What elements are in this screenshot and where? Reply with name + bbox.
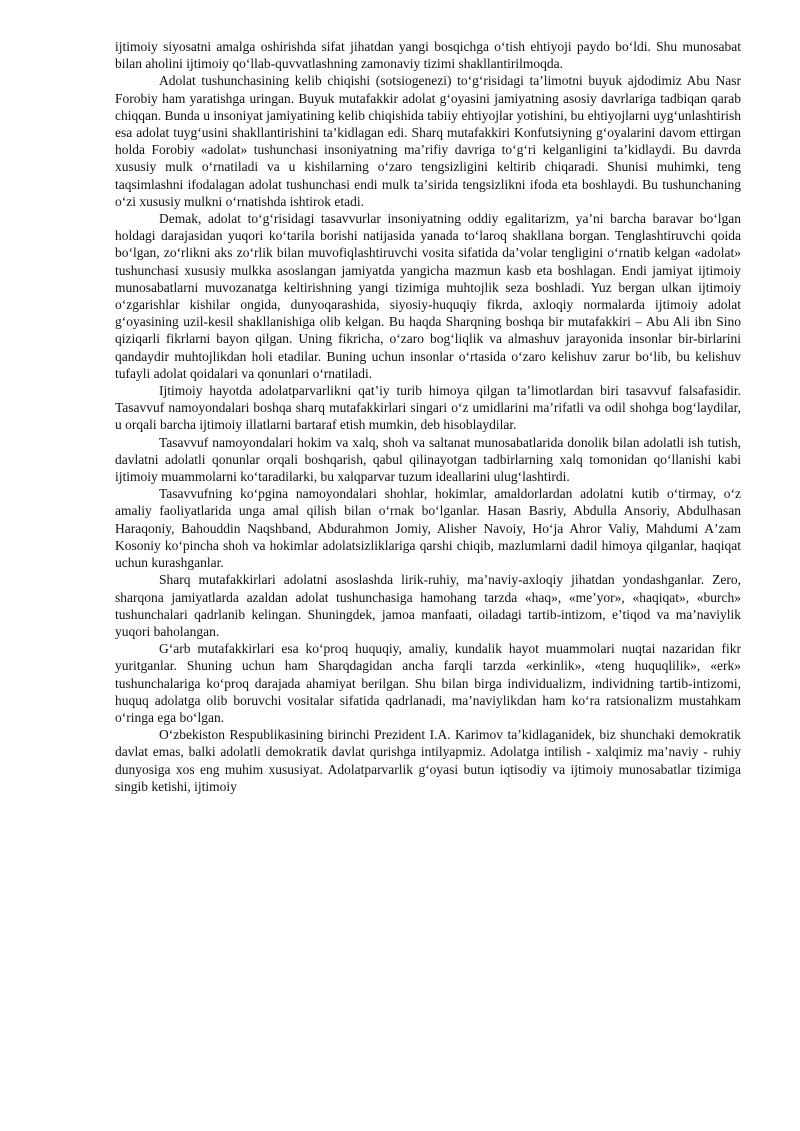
paragraph-1: ijtimoiy siyosatni amalga oshirishda sifat jihatdan yangi bosqichga oʻtish ehtiyoji paydo boʻldi. Shu munosabat bilan aholini ijtimoiy qoʻllab-quvvatlashning zamonaviy tizimi shakllantirilmoqda. xyxy=(115,39,741,72)
paragraph-9: Oʻzbekiston Respublikasining birinchi Prezident I.A. Karimov taʼkidlaganidek, biz shunchaki demokratik davlat emas, balki adolatli demokratik davlat qurishga intilyapmiz. Adolatga intilish - xalqimiz maʼnaviy - ruhiy dunyosiga xos eng muhim xususiyat. Adolatparvarlik gʻoyasi butun iqtisodiy va ijtimoiy munosabatlar tizimiga singib ketishi, ijtimoiy xyxy=(115,727,741,794)
paragraph-7: Sharq mutafakkirlari adolatni asoslashda lirik-ruhiy, maʼnaviy-axloqiy jihatdan yondashganlar. Zero, sharqona jamiyatlarda azaldan adolat tushunchasiga hamohang tarzda «haq», «meʼyor», «haqiqat», «burch» tushunchalari qadrlanib kelingan. Shuningdek, jamoa manfaati, oiladagi tartib-intizom, eʼtiqod va maʼnaviylik yuqori baholangan. xyxy=(115,572,741,639)
paragraph-8: Gʻarb mutafakkirlari esa koʻproq huquqiy, amaliy, kundalik hayot muammolari nuqtai nazaridan fikr yuritganlar. Shuning uchun ham Sharqdagidan ancha farqli tarzda «erkinlik», «teng huquqlilik», «erk» tushunchalariga koʻproq darajada ahamiyat berilgan. Shu bilan birga individualizm, individning tartib-intizomi, huquq adolatga olib boruvchi vositalar sifatida qadrlanadi, maʼnaviylikdan ham koʻra ratsionalizm mustahkam oʻringa ega boʻlgan. xyxy=(115,641,741,725)
paragraph-4: Ijtimoiy hayotda adolatparvarlikni qatʼiy turib himoya qilgan taʼlimotlardan biri tasavvuf falsafasidir. Tasavvuf namoyondalari boshqa sharq mutafakkirlari singari oʻz umidlarini maʼrifatli va odil shohga bogʻlaydilar, u orqali barcha ijtimoiy illatlarni bartaraf etish mumkin, deb hisoblaydilar. xyxy=(115,383,741,433)
paragraph-5: Tasavvuf namoyondalari hokim va xalq, shoh va saltanat munosabatlarida donolik bilan adolatli ish tutish, davlatni adolatli qonunlar orqali boshqarish, qabul qilinayotgan tadbirlarning xalq tomonidan qoʻllanishi kabi ijtimoiy muammolarni koʻtaradilarki, bu xalqparvar tuzum ideallarini ulugʻlashtirdi. xyxy=(115,434,741,485)
paragraph-3: Demak, adolat toʻgʻrisidagi tasavvurlar insoniyatning oddiy egalitarizm, yaʼni barcha baravar boʻlgan holdagi darajasidan yuqori koʻtarila borishi natijasida yanada toʻlaroq shakllana borgan. Tenglashtiruvchi qoida boʻlgan, zoʻrlikni aks zoʻrlik bilan muvofiqlashtiruvchi vosita sifatida daʼvolar tengligini oʻrnatib kelgan «adolat» tushunchasi xususiy mulkka asoslangan jamiyatda yangicha mazmun kasb eta boshlagan. Endi jamiyat ijtimoiy munosabatlarni muvozanatga keltirishning yangi tizimiga muhtojlik seza boshladi. Yuz bergan ulkan ijtimoiy oʻzgarishlar kishilar ongida, dunyoqarashida, siyosiy-huquqiy fikrda, axloqiy normalarda ijtimoiy adolat gʻoyasining uzil-kesil shakllanishiga olib kelgan. Bu haqda Sharqning boshqa bir mutafakkiri – Abu Ali ibn Sino qiziqarli fikrlarni bayon qilgan. Uning fikricha, oʻzaro bogʻliqlik va almashuv jarayonida insonlar bir-birlarini qandaydir muhtojlikdan holi etadilar. Buning uchun insonlar oʻrtasida oʻzaro kelishuv zarur boʻlib, bu kelishuv tufayli adolat qoidalari va qonunlari oʻrnatiladi. xyxy=(115,211,741,381)
paragraph-2: Adolat tushunchasining kelib chiqishi (sotsiogenezi) toʻgʻrisidagi taʼlimotni buyuk ajdodimiz Abu Nasr Forobiy ham yaratishga uringan. Buyuk mutafakkir adolat gʻoyasini jamiyatning asosiy davrlariga tadbiqan qarab chiqqan. Bunda u insoniyat jamiyatining kelib chiqishida tabiiy ehtiyojlar yotishini, bu ehtiyojlarni uygʻunlashtirish esa adolat tuygʻusini shakllantirishini taʼkidlagan edi. Sharq mutafakkiri Konfutsiyning gʻoyalarini davom ettirgan holda Forobiy «adolat» tushunchasi insoniyatning maʼrifiy davriga toʻgʻri kelganligini taʼkidlaydi. Bu davrda xususiy mulk oʻrnatiladi va u kishilarning oʻzaro tengsizligini keltirib chiqaradi. Shunisi muhimki, teng taqsimlashni ifodalagan adolat tushunchasi endi mulk taʼsirida tengsizlikni ifoda eta boshlaydi. Bu tushunchaning oʻzi xususiy mulkni oʻrnatishda ishtirok etadi. xyxy=(115,73,741,209)
paragraph-6: Tasavvufning koʻpgina namoyondalari shohlar, hokimlar, amaldorlardan adolatni kutib oʻtirmay, oʻz amaliy faoliyatlarida unga amal qilish bilan oʻrnak boʻlganlar. Hasan Basriy, Abdulla Ansoriy, Abdulhasan Haraqoniy, Bahouddin Naqshband, Abdurahmon Jomiy, Alisher Navoiy, Hoʻja Ahror Valiy, Mahdumi Aʼzam Kosoniy koʻpincha shoh va hokimlar adolatsizliklariga qarshi chiqib, mazlumlarni dadil himoya qilganlar, haqiqat uchun kurashganlar. xyxy=(115,486,741,571)
document-page xyxy=(115,38,741,795)
